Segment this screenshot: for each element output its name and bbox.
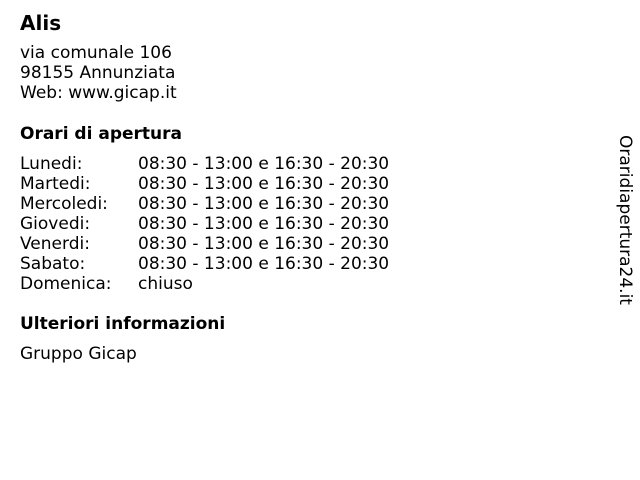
address-block: [20, 43, 177, 103]
street-address: via comunale 106: [20, 43, 172, 63]
opening-hours-table: [20, 154, 420, 294]
day-label: Domenica:: [20, 274, 112, 294]
day-label: Giovedi:: [20, 214, 91, 234]
hours-row-lunedi: [20, 154, 420, 174]
hours-row-venerdi: [20, 234, 420, 254]
day-label: Mercoledi:: [20, 194, 108, 214]
day-label: Lunedi:: [20, 154, 83, 174]
postal-city: 98155 Annunziata: [20, 63, 176, 83]
day-hours: 08:30 - 13:00 e 16:30 - 20:30: [138, 214, 390, 234]
website-link[interactable]: Web: www.gicap.it: [20, 83, 177, 103]
further-info-text: Gruppo Gicap: [20, 344, 137, 364]
day-hours: chiuso: [138, 274, 193, 294]
day-hours: 08:30 - 13:00 e 16:30 - 20:30: [138, 234, 390, 254]
further-info-heading: Ulteriori informazioni: [20, 314, 226, 334]
day-label: Sabato:: [20, 254, 86, 274]
hours-row-giovedi: [20, 214, 420, 234]
day-hours: 08:30 - 13:00 e 16:30 - 20:30: [138, 174, 390, 194]
day-label: Venerdi:: [20, 234, 90, 254]
business-name: Alis: [20, 11, 62, 35]
opening-hours-heading: Orari di apertura: [20, 124, 182, 144]
hours-row-domenica: [20, 274, 420, 294]
hours-row-martedi: [20, 174, 420, 194]
day-label: Martedi:: [20, 174, 91, 194]
hours-row-sabato: [20, 254, 420, 274]
day-hours: 08:30 - 13:00 e 16:30 - 20:30: [138, 194, 390, 214]
day-hours: 08:30 - 13:00 e 16:30 - 20:30: [138, 154, 390, 174]
day-hours: 08:30 - 13:00 e 16:30 - 20:30: [138, 254, 390, 274]
hours-row-mercoledi: [20, 194, 420, 214]
site-watermark: Oraridiapertura24.it: [615, 135, 635, 305]
